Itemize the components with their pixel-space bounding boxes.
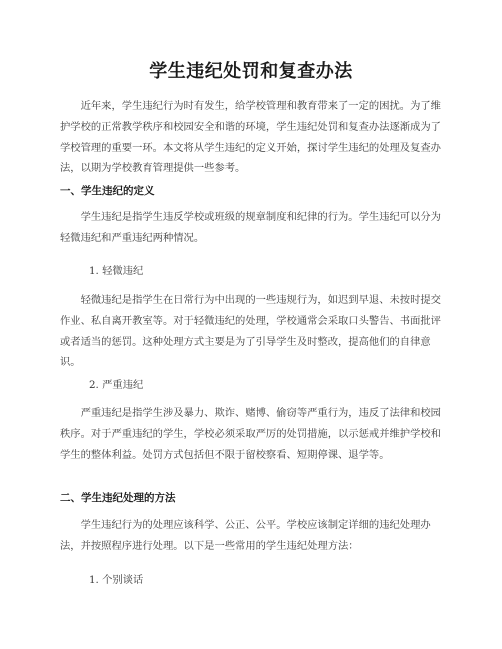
item-label-serious: 2. 严重违纪 [89,379,144,391]
intro-paragraph: 近年来，学生违纪行为时有发生，给学校管理和教育带来了一定的困扰。为了维护学校的正常教学秩序和校园安全和谐的环境，学生违纪处罚和复查办法逐渐成为了学校管理的重要一环。本文将从学生违纪的定义开始，探讨学生违纪的处理及复查办法，以期为学校教育管理提供一些参考。 [60,100,441,175]
item-label-talk: 1. 个别谈话 [89,574,144,586]
minor-violation-paragraph: 轻微违纪是指学生在日常行为中出现的一些违规行为，如迟到早退、未按时提交作业、私自离开教室等。对于轻微违纪的处理，学校通常会采取口头警告、书面批评或者适当的惩罚。这种处理方式主要是为了引导学生及时整改，提高他们的自律意识。 [60,294,441,369]
methods-paragraph: 学生违纪行为的处理应该科学、公正、公平。学校应该制定详细的违纪处理办法，并按照程序进行处理。以下是一些常用的学生违纪处理方法： [60,519,431,552]
definition-paragraph: 学生违纪是指学生违反学校或班级的规章制度和纪律的行为。学生违纪可以分为轻微违纪和严重违纪两种情况。 [60,211,441,244]
serious-violation-paragraph: 严重违纪是指学生涉及暴力、欺诈、赌博、偷窃等严重行为，违反了法律和校园秩序。对于严重违纪的学生，学校必须采取严厉的处罚措施，以示惩戒并维护学校和学生的整体利益。处罚方式包括但不限于留校察看、短期停课、退学等。 [60,407,441,461]
section-heading-definition: 一、学生违纪的定义 [60,185,155,197]
section-heading-methods: 二、学生违纪处理的方法 [60,492,176,504]
page-title: 学生违纪处罚和复查办法 [149,61,353,82]
item-label-minor: 1. 轻微违纪 [89,265,144,277]
